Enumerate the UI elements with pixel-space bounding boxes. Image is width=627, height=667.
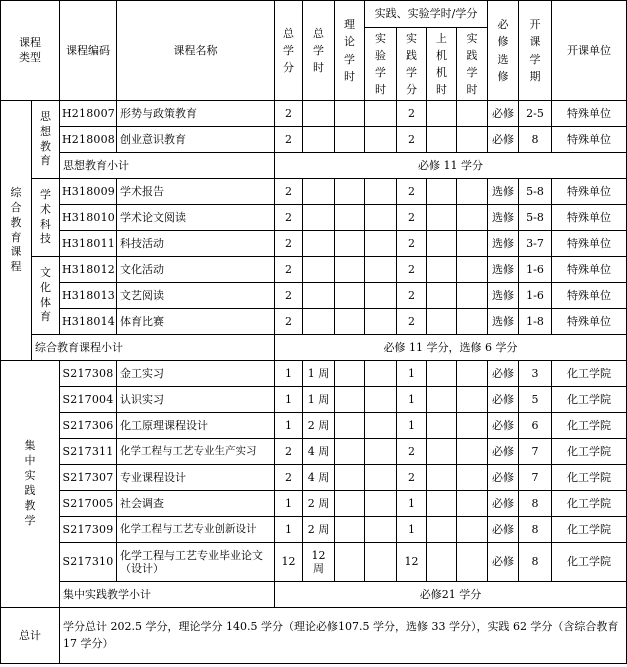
course-credits: 2 <box>275 309 303 335</box>
table-row <box>1 309 627 335</box>
course-practice: 2 <box>397 205 427 231</box>
subtotal-value: 必修 11 学分 <box>275 153 627 179</box>
subtotal-value: 必修 11 学分，选修 6 学分 <box>275 335 627 361</box>
course-practice-hours <box>457 517 488 543</box>
course-experiment <box>365 465 397 491</box>
course-type: 选修 <box>488 309 519 335</box>
table-row <box>1 517 627 543</box>
course-semester: 7 <box>519 439 552 465</box>
course-code: S217004 <box>60 387 117 413</box>
course-credits: 2 <box>275 439 303 465</box>
header-category: 课程类型 <box>1 1 60 101</box>
course-name: 化学工程与工艺专业生产实习 <box>117 439 275 465</box>
table-row <box>1 439 627 465</box>
course-semester: 3-7 <box>519 231 552 257</box>
course-experiment <box>365 179 397 205</box>
course-experiment <box>365 413 397 439</box>
header-code: 课程编码 <box>60 1 117 101</box>
total-label: 总计 <box>1 608 60 664</box>
course-semester: 5-8 <box>519 205 552 231</box>
course-type: 必修 <box>488 465 519 491</box>
course-hours: 1 周 <box>303 387 335 413</box>
header-theory-hours: 理论学时 <box>335 1 365 101</box>
header-total-hours: 总学时 <box>303 1 335 101</box>
course-theory <box>335 491 365 517</box>
course-theory <box>335 387 365 413</box>
course-semester: 2-5 <box>519 101 552 127</box>
table-row <box>1 361 627 387</box>
table-row <box>1 465 627 491</box>
course-practice: 12 <box>397 543 427 582</box>
course-credits: 2 <box>275 231 303 257</box>
course-experiment <box>365 283 397 309</box>
course-hours <box>303 283 335 309</box>
table-row <box>1 127 627 153</box>
table-row <box>1 179 627 205</box>
course-credits: 2 <box>275 465 303 491</box>
table-row <box>1 413 627 439</box>
course-type: 选修 <box>488 257 519 283</box>
course-semester: 6 <box>519 413 552 439</box>
course-credits: 2 <box>275 205 303 231</box>
subtotal-value: 必修21 学分 <box>275 582 627 608</box>
course-type: 必修 <box>488 101 519 127</box>
course-type: 选修 <box>488 179 519 205</box>
course-code: H218007 <box>60 101 117 127</box>
course-code: S217307 <box>60 465 117 491</box>
header-row-1 <box>1 1 627 28</box>
course-experiment <box>365 361 397 387</box>
course-semester: 8 <box>519 491 552 517</box>
course-name: 创业意识教育 <box>117 127 275 153</box>
course-type: 选修 <box>488 283 519 309</box>
course-theory <box>335 543 365 582</box>
table-row <box>1 231 627 257</box>
course-hours: 4 周 <box>303 465 335 491</box>
course-semester: 5 <box>519 387 552 413</box>
course-department: 化工学院 <box>552 491 627 517</box>
course-practice: 1 <box>397 491 427 517</box>
course-code: H318013 <box>60 283 117 309</box>
course-practice: 2 <box>397 231 427 257</box>
course-computer <box>427 517 457 543</box>
course-type: 必修 <box>488 387 519 413</box>
course-theory <box>335 465 365 491</box>
table-body <box>1 1 627 664</box>
course-hours: 1 周 <box>303 361 335 387</box>
course-department: 化工学院 <box>552 439 627 465</box>
course-name: 化工原理课程设计 <box>117 413 275 439</box>
course-experiment <box>365 127 397 153</box>
course-credits: 1 <box>275 491 303 517</box>
table-row <box>1 257 627 283</box>
course-computer <box>427 543 457 582</box>
course-theory <box>335 127 365 153</box>
course-name: 化学工程与工艺专业创新设计 <box>117 517 275 543</box>
course-credits: 2 <box>275 101 303 127</box>
course-theory <box>335 517 365 543</box>
header-practice: 实践学分 <box>397 28 427 101</box>
course-department: 特殊单位 <box>552 179 627 205</box>
course-theory <box>335 205 365 231</box>
course-practice-hours <box>457 179 488 205</box>
course-department: 化工学院 <box>552 543 627 582</box>
course-type: 必修 <box>488 517 519 543</box>
course-code: S217308 <box>60 361 117 387</box>
course-department: 特殊单位 <box>552 205 627 231</box>
category-culture: 文化体育 <box>32 257 60 335</box>
course-credits: 2 <box>275 283 303 309</box>
course-theory <box>335 283 365 309</box>
course-theory <box>335 231 365 257</box>
course-name: 文艺阅读 <box>117 283 275 309</box>
course-semester: 1-6 <box>519 257 552 283</box>
course-computer <box>427 361 457 387</box>
course-practice: 2 <box>397 257 427 283</box>
course-hours: 12 周 <box>303 543 335 582</box>
course-name: 文化活动 <box>117 257 275 283</box>
course-code: S217306 <box>60 413 117 439</box>
course-practice-hours <box>457 491 488 517</box>
course-computer <box>427 491 457 517</box>
course-department: 化工学院 <box>552 413 627 439</box>
category-ideology: 思想教育 <box>32 101 60 179</box>
course-computer <box>427 179 457 205</box>
course-computer <box>427 439 457 465</box>
course-experiment <box>365 231 397 257</box>
course-code: H218008 <box>60 127 117 153</box>
course-hours <box>303 309 335 335</box>
course-practice: 2 <box>397 127 427 153</box>
course-practice: 2 <box>397 179 427 205</box>
total-row <box>1 608 627 664</box>
subtotal-label: 综合教育课程小计 <box>32 335 275 361</box>
course-name: 化学工程与工艺专业毕业论文（设计） <box>117 543 275 582</box>
course-practice: 1 <box>397 387 427 413</box>
course-computer <box>427 205 457 231</box>
header-computer: 上机机时 <box>427 28 457 101</box>
course-theory <box>335 309 365 335</box>
course-department: 化工学院 <box>552 361 627 387</box>
category-comprehensive: 综合教育课程 <box>1 101 32 361</box>
course-practice-hours <box>457 387 488 413</box>
course-code: S217311 <box>60 439 117 465</box>
course-practice-hours <box>457 205 488 231</box>
course-semester: 1-8 <box>519 309 552 335</box>
table-row <box>1 205 627 231</box>
course-credits: 2 <box>275 257 303 283</box>
course-credits: 1 <box>275 361 303 387</box>
header-department: 开课单位 <box>552 1 627 101</box>
course-name: 形势与政策教育 <box>117 101 275 127</box>
course-practice: 2 <box>397 309 427 335</box>
course-computer <box>427 387 457 413</box>
course-type: 必修 <box>488 127 519 153</box>
course-department: 化工学院 <box>552 387 627 413</box>
course-experiment <box>365 101 397 127</box>
category-academic: 学术科技 <box>32 179 60 257</box>
header-experiment: 实验学时 <box>365 28 397 101</box>
course-semester: 8 <box>519 517 552 543</box>
course-computer <box>427 257 457 283</box>
course-experiment <box>365 309 397 335</box>
subtotal-label: 集中实践教学小计 <box>60 582 275 608</box>
course-practice-hours <box>457 127 488 153</box>
course-hours: 2 周 <box>303 413 335 439</box>
course-hours: 2 周 <box>303 491 335 517</box>
course-practice-hours <box>457 101 488 127</box>
course-experiment <box>365 491 397 517</box>
course-semester: 1-6 <box>519 283 552 309</box>
course-hours <box>303 231 335 257</box>
table-row <box>1 387 627 413</box>
course-computer <box>427 283 457 309</box>
course-department: 特殊单位 <box>552 101 627 127</box>
course-name: 学术论文阅读 <box>117 205 275 231</box>
course-theory <box>335 101 365 127</box>
course-semester: 8 <box>519 127 552 153</box>
course-experiment <box>365 205 397 231</box>
course-department: 特殊单位 <box>552 309 627 335</box>
course-practice: 2 <box>397 101 427 127</box>
total-text: 学分总计 202.5 学分，理论学分 140.5 学分（理论必修107.5 学分，选修 33 学分），实践 62 学分（含综合教育 17 学分） <box>60 608 627 664</box>
course-hours <box>303 205 335 231</box>
course-practice: 1 <box>397 413 427 439</box>
header-practice-hours: 实践学时 <box>457 28 488 101</box>
course-practice-hours <box>457 361 488 387</box>
course-theory <box>335 413 365 439</box>
header-practice-group: 实践、实验学时/学分 <box>365 1 488 28</box>
course-semester: 3 <box>519 361 552 387</box>
course-practice: 1 <box>397 517 427 543</box>
course-practice-hours <box>457 283 488 309</box>
course-hours: 4 周 <box>303 439 335 465</box>
course-experiment <box>365 543 397 582</box>
course-name: 体育比赛 <box>117 309 275 335</box>
table-row <box>1 491 627 517</box>
course-practice-hours <box>457 413 488 439</box>
course-theory <box>335 257 365 283</box>
course-computer <box>427 127 457 153</box>
subtotal-row-comprehensive <box>1 335 627 361</box>
course-practice: 2 <box>397 439 427 465</box>
course-name: 社会调查 <box>117 491 275 517</box>
course-practice-hours <box>457 465 488 491</box>
header-total-credits: 总学分 <box>275 1 303 101</box>
course-semester: 8 <box>519 543 552 582</box>
course-practice: 2 <box>397 465 427 491</box>
course-hours <box>303 101 335 127</box>
course-type: 必修 <box>488 439 519 465</box>
table-row <box>1 543 627 582</box>
course-practice-hours <box>457 543 488 582</box>
course-department: 化工学院 <box>552 465 627 491</box>
course-name: 专业课程设计 <box>117 465 275 491</box>
course-code: H318011 <box>60 231 117 257</box>
course-practice: 2 <box>397 283 427 309</box>
course-code: H318012 <box>60 257 117 283</box>
course-hours: 2 周 <box>303 517 335 543</box>
course-practice-hours <box>457 309 488 335</box>
course-type: 必修 <box>488 413 519 439</box>
subtotal-row-centralized <box>1 582 627 608</box>
course-computer <box>427 231 457 257</box>
course-credits: 1 <box>275 517 303 543</box>
course-semester: 7 <box>519 465 552 491</box>
course-computer <box>427 413 457 439</box>
course-code: S217005 <box>60 491 117 517</box>
subtotal-row-ideology <box>1 153 627 179</box>
course-department: 特殊单位 <box>552 127 627 153</box>
course-experiment <box>365 387 397 413</box>
course-name: 认识实习 <box>117 387 275 413</box>
course-department: 特殊单位 <box>552 283 627 309</box>
course-practice-hours <box>457 257 488 283</box>
course-computer <box>427 309 457 335</box>
course-name: 科技活动 <box>117 231 275 257</box>
course-code: H318010 <box>60 205 117 231</box>
table-row <box>1 283 627 309</box>
course-practice-hours <box>457 231 488 257</box>
course-theory <box>335 179 365 205</box>
course-theory <box>335 361 365 387</box>
course-semester: 5-8 <box>519 179 552 205</box>
course-credits: 12 <box>275 543 303 582</box>
course-hours <box>303 257 335 283</box>
course-experiment <box>365 439 397 465</box>
course-computer <box>427 101 457 127</box>
course-code: S217310 <box>60 543 117 582</box>
header-name: 课程名称 <box>117 1 275 101</box>
course-credits: 1 <box>275 413 303 439</box>
course-department: 特殊单位 <box>552 231 627 257</box>
course-code: H318014 <box>60 309 117 335</box>
course-code: S217309 <box>60 517 117 543</box>
course-department: 化工学院 <box>552 517 627 543</box>
table-row <box>1 101 627 127</box>
course-type: 必修 <box>488 543 519 582</box>
category-centralized: 集中实践教学 <box>1 361 60 608</box>
course-practice: 1 <box>397 361 427 387</box>
header-semester: 开课学期 <box>519 1 552 101</box>
course-type: 必修 <box>488 491 519 517</box>
course-credits: 2 <box>275 127 303 153</box>
course-hours <box>303 127 335 153</box>
course-department: 特殊单位 <box>552 257 627 283</box>
course-type: 选修 <box>488 205 519 231</box>
course-name: 学术报告 <box>117 179 275 205</box>
course-name: 金工实习 <box>117 361 275 387</box>
course-experiment <box>365 257 397 283</box>
course-credits: 1 <box>275 387 303 413</box>
course-type: 选修 <box>488 231 519 257</box>
course-experiment <box>365 517 397 543</box>
course-hours <box>303 179 335 205</box>
course-practice-hours <box>457 439 488 465</box>
course-type: 必修 <box>488 361 519 387</box>
course-computer <box>427 465 457 491</box>
header-required-elective: 必修选修 <box>488 1 519 101</box>
subtotal-label: 思想教育小计 <box>60 153 275 179</box>
course-theory <box>335 439 365 465</box>
course-credits: 2 <box>275 179 303 205</box>
course-code: H318009 <box>60 179 117 205</box>
